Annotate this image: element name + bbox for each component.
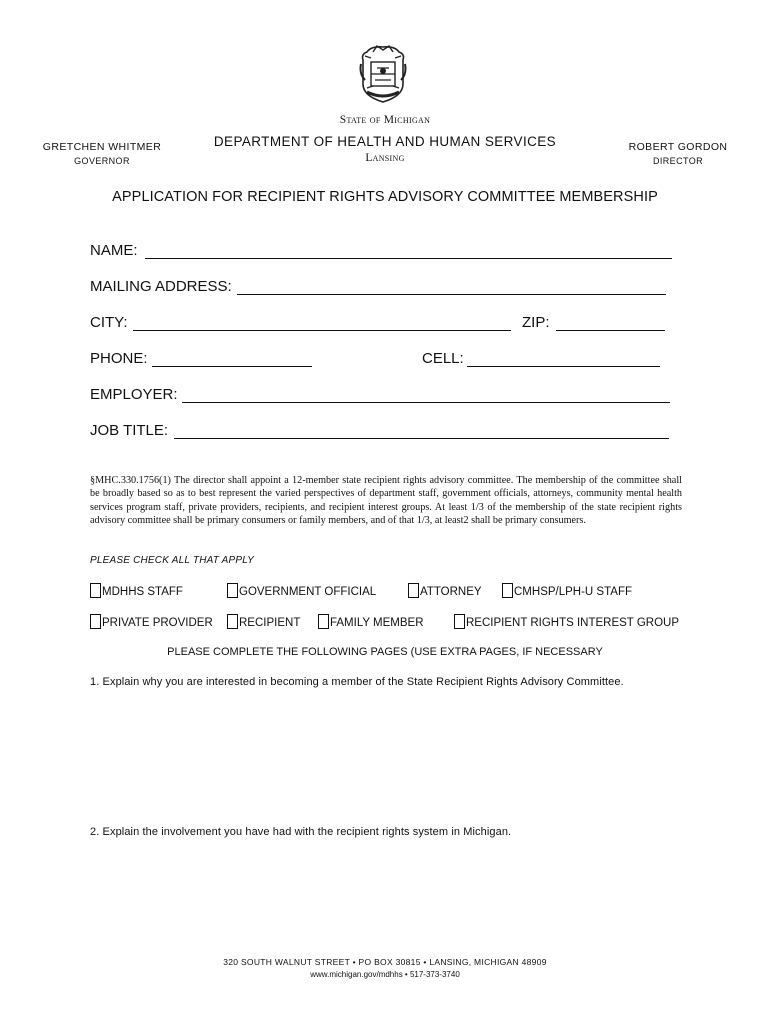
footer-web: www.michigan.gov/mdhhs • 517-373-3740 <box>310 970 460 979</box>
cell-label: CELL: <box>422 350 464 367</box>
mailing-address-label: MAILING ADDRESS: <box>90 278 232 295</box>
employer-label: EMPLOYER: <box>90 386 178 403</box>
director-title: DIRECTOR <box>652 156 704 166</box>
checkbox-label: CMHSP/LPH-U STAFF <box>514 586 632 598</box>
checkbox-label: RECIPIENT RIGHTS INTEREST GROUP <box>466 617 679 629</box>
checkbox-interest-group[interactable] <box>454 614 679 629</box>
checkbox-label: PRIVATE PROVIDER <box>102 617 213 629</box>
job-title-field[interactable] <box>174 438 669 439</box>
checkbox-label: GOVERNMENT OFFICIAL <box>239 586 377 598</box>
checkbox-box[interactable] <box>90 614 101 629</box>
checkbox-box[interactable] <box>227 614 238 629</box>
question-1: 1. Explain why you are interested in becoming a member of the State Recipient Rights Advisory Committee. <box>90 676 624 688</box>
employer-field[interactable] <box>182 402 670 403</box>
name-label: NAME: <box>90 242 138 259</box>
mailing-address-field[interactable] <box>237 294 666 295</box>
checkbox-mdhhs-staff[interactable] <box>90 583 183 598</box>
checkbox-private-provider[interactable] <box>90 614 213 629</box>
checkbox-box[interactable] <box>502 583 513 598</box>
phone-label: PHONE: <box>90 350 148 367</box>
checkbox-label: MDHHS STAFF <box>102 586 183 598</box>
form-title: APPLICATION FOR RECIPIENT RIGHTS ADVISORY COMMITTEE MEMBERSHIP <box>112 189 658 205</box>
city-heading: Lansing <box>365 152 405 164</box>
city-field[interactable] <box>133 330 511 331</box>
city-label: CITY: <box>90 314 128 331</box>
job-title-label: JOB TITLE: <box>90 422 169 439</box>
checkbox-box[interactable] <box>227 583 238 598</box>
checkbox-box[interactable] <box>90 583 101 598</box>
governor-title: GOVERNOR <box>74 156 130 166</box>
checkbox-cmhsp-staff[interactable] <box>502 583 632 598</box>
checkbox-attorney[interactable] <box>408 583 482 598</box>
check-all-instruction: PLEASE CHECK ALL THAT APPLY <box>90 555 254 566</box>
checkbox-label: ATTORNEY <box>420 586 482 598</box>
governor-name: GRETCHEN WHITMER <box>42 141 162 153</box>
zip-label: ZIP: <box>522 314 550 331</box>
complete-pages-note: PLEASE COMPLETE THE FOLLOWING PAGES (USE EXTRA PAGES, IF NECESSARY <box>167 646 603 658</box>
checkbox-label: RECIPIENT <box>239 617 301 629</box>
checkbox-family-member[interactable] <box>318 614 424 629</box>
department-heading: DEPARTMENT OF HEALTH AND HUMAN SERVICES <box>213 134 557 149</box>
checkbox-box[interactable] <box>408 583 419 598</box>
director-name: ROBERT GORDON <box>628 141 728 153</box>
footer-address: 320 SOUTH WALNUT STREET • PO BOX 30815 • LANSING, MICHIGAN 48909 <box>223 957 547 967</box>
checkbox-box[interactable] <box>318 614 329 629</box>
legal-statute-text: §MHC.330.1756(1) The director shall appoint a 12-member state recipient rights advisory committee. The membership of the committee shall be broadly based so as to best represent the varied perspectives of department staff, government officials, attorneys, community mental health services program staff, private providers, recipients, and recipient interest groups. At least 1/3 of the membership of the state recipient rights advisory committee shall be primary consumers or family members, and of that 1/3, at least2 shall be primary consumers. <box>90 475 682 527</box>
michigan-seal-icon <box>357 44 409 106</box>
phone-field[interactable] <box>152 366 312 367</box>
question-2: 2. Explain the involvement you have had with the recipient rights system in Michigan. <box>90 826 512 838</box>
checkbox-box[interactable] <box>454 614 465 629</box>
cell-field[interactable] <box>467 366 660 367</box>
name-field[interactable] <box>145 258 672 259</box>
checkbox-government-official[interactable] <box>227 583 376 598</box>
checkbox-recipient[interactable] <box>227 614 300 629</box>
state-heading: State of Michigan <box>339 114 431 126</box>
checkbox-label: FAMILY MEMBER <box>330 617 424 629</box>
zip-field[interactable] <box>556 330 665 331</box>
